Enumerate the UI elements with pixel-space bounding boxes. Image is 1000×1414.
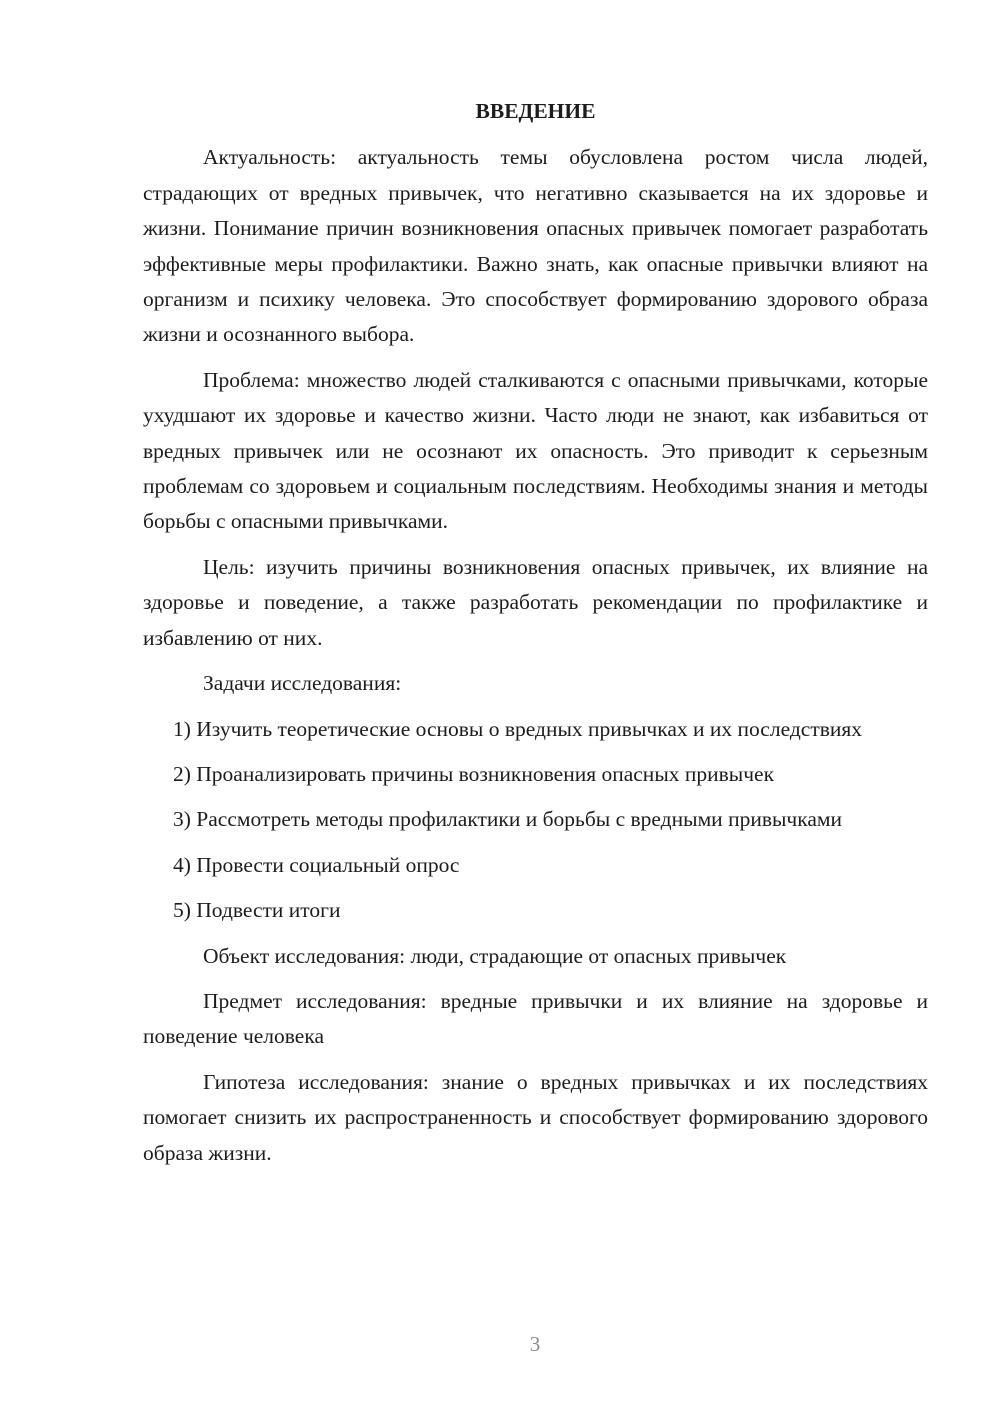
tasks-heading: Задачи исследования:: [203, 671, 402, 696]
task-item-5: 5) Подвести итоги: [173, 898, 341, 923]
object-paragraph: Объект исследования: люди, страдающие от опасных привычек: [203, 943, 787, 968]
page-number: 3: [529, 1332, 541, 1356]
problem-paragraph: Проблема: множество людей сталкиваются с опасными привычками, которые ухудшают их здоровье и качество жизни. Часто люди не знают, как избавиться от вредных привычек или не осознают их опасность. Это приводит к серьезным проблемам со здоровьем и социальным последствиям. Необходимы знания и методы борьбы с опасными привычками.: [143, 367, 928, 534]
task-item-3: 3) Рассмотреть методы профилактики и борьбы с вредными привычками: [173, 807, 843, 832]
task-item-2: 2) Проанализировать причины возникновения опасных привычек: [173, 761, 775, 786]
subject-paragraph: Предмет исследования: вредные привычки и их влияние на здоровье и поведение человека: [143, 988, 928, 1049]
document-page: [143, 94, 928, 1181]
goal-paragraph: Цель: изучить причины возникновения опасных привычек, их влияние на здоровье и поведение, а также разработать рекомендации по профилактике и избавлению от них.: [143, 554, 928, 650]
relevance-paragraph: Актуальность: актуальность темы обусловлена ростом числа людей, страдающих от вредных привычек, что негативно сказывается на их здоровье и жизни. Понимание причин возникновения опасных привычек помогает разработать эффективные меры профилактики. Важно знать, как опасные привычки влияют на организм и психику человека. Это способствует формированию здорового образа жизни и осознанного выбора.: [143, 145, 928, 347]
page-title: ВВЕДЕНИЕ: [475, 99, 596, 123]
task-item-4: 4) Провести социальный опрос: [173, 852, 460, 877]
hypothesis-paragraph: Гипотеза исследования: знание о вредных привычках и их последствиях помогает снизить их распространенность и способствует формированию здорового образа жизни.: [143, 1069, 928, 1165]
task-item-1: 1) Изучить теоретические основы о вредных привычках и их последствиях: [173, 716, 863, 741]
